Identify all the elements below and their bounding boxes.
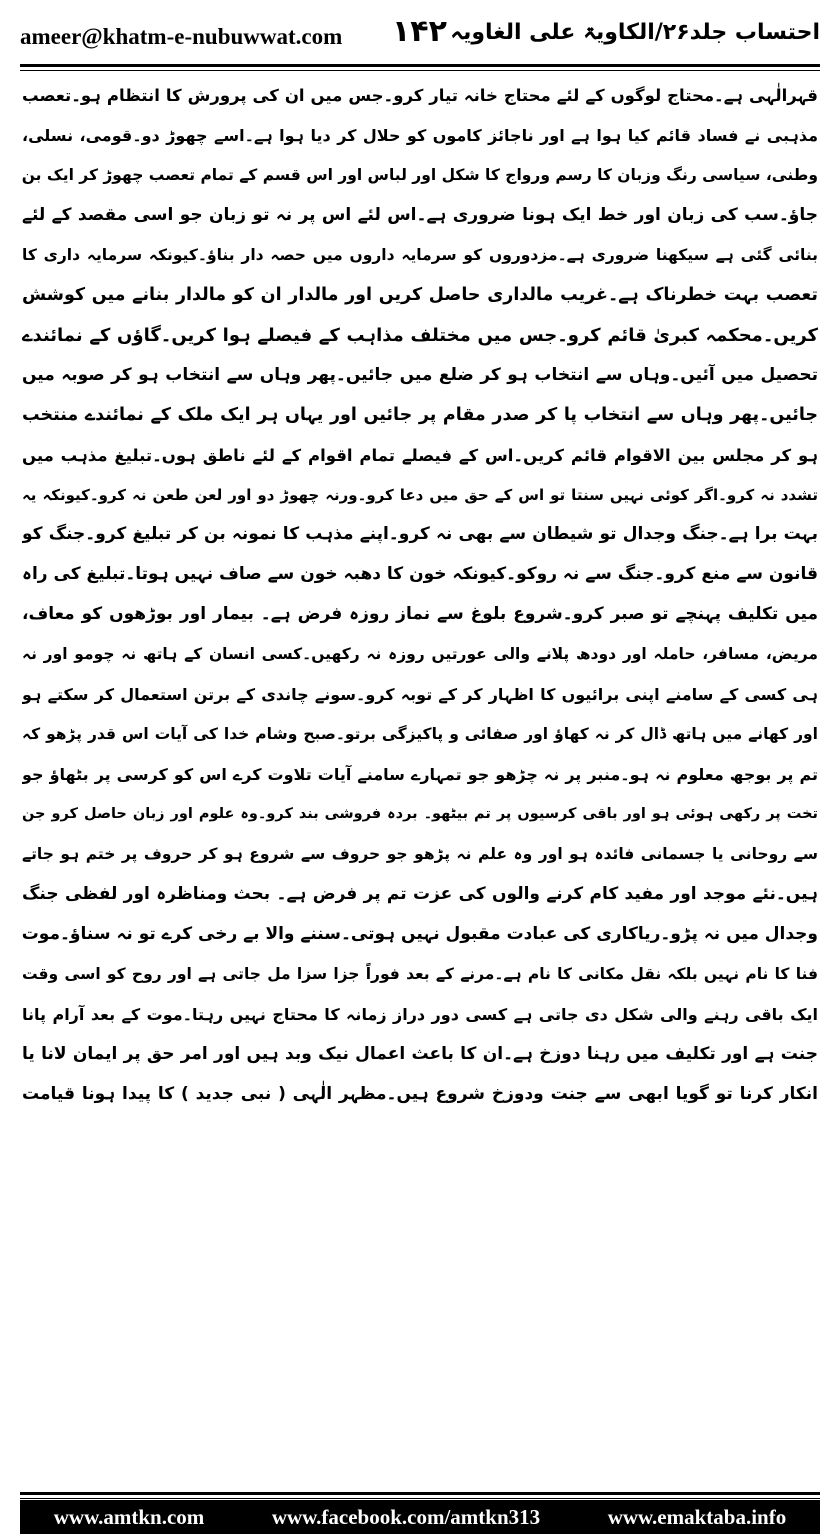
- footer-rule: [20, 1492, 820, 1499]
- text-line: انکار کرنا تو گویا ابھی سے جنت ودوزخ شروع ہیں۔مظہر الٰہی ( نبی جدید ) کا پیدا ہونا قیامت: [22, 1083, 818, 1104]
- footer-link-facebook[interactable]: www.facebook.com/amtkn313: [271, 1504, 541, 1529]
- page-footer: [20, 1500, 820, 1534]
- text-line: بہت برا ہے۔جنگ وجدال تو شیطان سے بھی نہ کرو۔اپنے مذہب کا نمونہ بن کر تبلیغ کرو۔جنگ کو: [22, 524, 818, 545]
- text-line: وجدال میں نہ پڑو۔ریاکاری کی عبادت مقبول نہیں ہوتی۔سننے والا بے رخی کرے تو نہ سناؤ۔موت: [22, 924, 818, 945]
- text-line: ہی کسی کے سامنے اپنی برائیوں کا اظہار کر کے توبہ کرو۔سونے چاندی کے برتن استعمال کر سکتے ہو: [22, 685, 818, 705]
- text-line: تخت پر رکھی ہوئی ہو اور باقی کرسیوں پر تم بیٹھو۔ بردہ فروشی بند کرو۔وہ علوم اور زبان حاصل کرو جن: [22, 806, 818, 823]
- page-number: ۱۴۲: [392, 14, 447, 49]
- text-line: مذہبی نے فساد قائم کیا ہوا ہے اور ناجائز کاموں کو حلال کر دیا ہوا ہے۔اسے چھوڑ دو۔قومی، نسلی،: [22, 125, 818, 145]
- text-line: جاؤ۔سب کی زبان اور خط ایک ہونا ضروری ہے۔اس لئے اس پر نہ تو زبان جو اسی مقصد کے لئے: [22, 204, 818, 225]
- footer-link-amtkn[interactable]: www.amtkn.com: [53, 1504, 205, 1529]
- text-line: مریض، مسافر، حاملہ اور دودھ پلانے والی عورتیں روزہ نہ رکھیں۔کسی انسان کے ہاتھ نہ چومو اور نہ: [22, 645, 818, 664]
- text-line: اور کھانے میں ہاتھ ڈال کر نہ کھاؤ اور صفائی و پاکیزگی برتو۔صبح وشام خدا کی آیات اس قدر پڑھو کہ: [22, 725, 818, 744]
- text-line: فنا کا نام نہیں بلکہ نقل مکانی کا نام ہے۔مرنے کے بعد فوراً جزا سزا مل جاتی ہے اور روح کو اسی وقت: [22, 964, 818, 983]
- text-line: ایک باقی رہنے والی شکل دی جاتی ہے کسی دور دراز زمانہ کا محتاج نہیں رہتا۔موت کے بعد آرام پانا: [22, 1004, 818, 1024]
- text-line: جائیں۔پھر وہاں سے انتخاب پا کر صدر مقام پر جائیں اور یہاں ہر ایک ملک کے نمائندے منتخب: [22, 404, 818, 425]
- text-line: ہو کر مجلس بین الاقوام قائم کریں۔اس کے فیصلے تمام اقوام کے لئے ناطق ہوں۔تبلیغ مذہب میں: [22, 445, 818, 465]
- text-line: وطنی، سیاسی رنگ وزبان کا رسم ورواج کا شکل اور لباس اور اس قسم کے تمام تعصب چھوڑ کر ایک بن: [22, 165, 818, 184]
- book-title: احتساب جلد۲۶/الکاویۃ علی الغاویہ: [450, 20, 820, 45]
- text-line: ہیں۔نئے موجد اور مفید کام کرنے والوں کی عزت تم پر فرض ہے۔ بحث ومناظرہ اور لفظی جنگ: [22, 884, 818, 905]
- text-line: میں تکلیف پہنچے تو صبر کرو۔شروع بلوغ سے نماز روزہ فرض ہے۔ بیمار اور بوڑھوں کو معاف،: [22, 604, 818, 625]
- page-body: [22, 76, 818, 1474]
- text-line: کریں۔محکمہ کبریٰ قائم کرو۔جس میں مختلف مذاہب کے فیصلے ہوا کریں۔گاؤں کے نمائندے: [22, 324, 818, 346]
- text-line: قانون سے منع کرو۔جنگ سے نہ روکو۔کیونکہ خون کا دھبہ خون سے صاف نہیں ہوتا۔تبلیغ کی راہ: [22, 564, 818, 585]
- text-line: تم پر بوجھ معلوم نہ ہو۔منبر پر نہ چڑھو جو تمہارے سامنے آیات تلاوت کرے اس کو کرسی پر بٹھاؤ جو: [22, 765, 818, 785]
- text-line: قہرالٰہی ہے۔محتاج لوگوں کے لئے محتاج خانہ تیار کرو۔جس میں ان کی پرورش کا انتظام ہو۔تعصب: [22, 86, 818, 105]
- text-line: بنائی گئی ہے سیکھنا ضروری ہے۔مزدوروں کو سرمایہ داروں میں حصہ دار بناؤ۔کیونکہ سرمایہ داری کا: [22, 245, 818, 264]
- header-email: ameer@khatm-e-nubuwwat.com: [20, 24, 343, 49]
- page-header: [20, 14, 820, 60]
- header-rule: [20, 64, 820, 71]
- footer-link-emaktaba[interactable]: www.emaktaba.info: [607, 1504, 787, 1529]
- text-line: تعصب بہت خطرناک ہے۔غریب مالداری حاصل کریں اور مالدار ان کو مالدار بنانے میں کوشش: [22, 284, 818, 305]
- text-line: تحصیل میں آئیں۔وہاں سے انتخاب ہو کر ضلع میں جائیں۔پھر وہاں سے انتخاب ہو کر صوبہ میں: [22, 364, 818, 385]
- text-line: تشدد نہ کرو۔اگر کوئی نہیں سنتا تو اس کے حق میں دعا کرو۔ورنہ چھوڑ دو اور لعن طعن نہ کرو۔کیونکہ یہ: [22, 485, 818, 504]
- text-line: جنت ہے اور تکلیف میں رہنا دوزخ ہے۔ان کا باعث اعمال نیک وبد ہیں اور امر حق پر ایمان لانا یا: [22, 1043, 818, 1064]
- text-line: سے روحانی یا جسمانی فائدہ ہو اور وہ علم نہ پڑھو جو حروف سے شروع ہو کر حروف پر ختم ہو جاتے: [22, 845, 818, 864]
